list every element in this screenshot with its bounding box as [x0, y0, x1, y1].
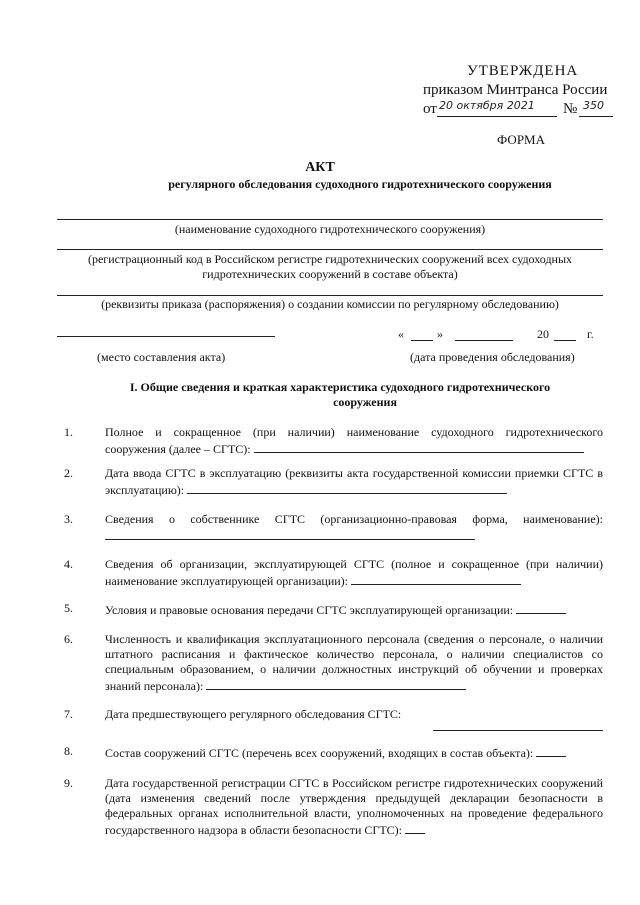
- year-suffix: г.: [587, 327, 594, 341]
- item-number: 9.: [64, 776, 73, 790]
- answer-line: [516, 601, 566, 614]
- place-line: [57, 336, 275, 337]
- item-text: Дата ввода СГТС в эксплуатацию (реквизиты акта государственной комиссии приемки СГТС в эксплуатацию):: [105, 466, 603, 497]
- handwritten-number: 350: [583, 99, 604, 112]
- item7-answer-line: [433, 730, 603, 731]
- approval-date-line: [423, 101, 613, 119]
- answer-line: [206, 677, 466, 690]
- year-prefix: 20: [537, 327, 549, 341]
- name-line: [57, 219, 603, 220]
- answer-line: [405, 821, 425, 834]
- item-text: Численность и квалификация эксплуатационного персонала (сведения о персонале, о наличии штатного расписания и фактическое количество персонала, о наличии специалистов со специальным образованием, о наличии должностных инструкций об обучении и проверках знаний персонала):: [105, 632, 603, 693]
- order-line: [57, 295, 603, 296]
- place-caption: (место составления акта): [97, 350, 226, 364]
- form-label: ФОРМА: [497, 132, 545, 147]
- answer-line: [105, 527, 475, 540]
- act-subtitle: регулярного обследования судоходного гидротехнического сооружения: [168, 177, 552, 191]
- item-number: 4.: [64, 557, 73, 571]
- approval-title: УТВЕРЖДЕНА: [467, 63, 579, 79]
- date-open-quote: «: [398, 327, 404, 341]
- item-number: 6.: [64, 632, 73, 646]
- approval-order: приказом Минтранса России: [423, 82, 608, 98]
- order-caption: (реквизиты приказа (распоряжения) о создании комиссии по регулярному обследованию): [101, 297, 559, 311]
- number-underline: [579, 116, 613, 117]
- registry-caption-1: (регистрационный код в Российском регистре гидротехнических сооружений всех судоходных: [87, 252, 573, 266]
- registry-caption-2: гидротехнических сооружений в составе объекта): [202, 267, 458, 281]
- day-line: [411, 340, 433, 341]
- registry-line: [57, 249, 603, 250]
- handwritten-date: 20 октября 2021: [439, 99, 535, 112]
- year-line: [554, 340, 576, 341]
- item-text: Состав сооружений СГТС (перечень всех сооружений, входящих в состав объекта):: [105, 744, 603, 761]
- item-text: Дата государственной регистрации СГТС в Российском регистре гидротехнических сооружений (дата изменения сведений после утверждения предыдущей декларации безопасности в федеральных органах исполнительной власти, уполномоченных на проведение федерального государственного надзора в области безопасности СГТС):: [105, 776, 603, 837]
- item-number: 5.: [64, 601, 73, 615]
- item-number: 7.: [64, 707, 73, 721]
- date-caption: (дата проведения обследования): [410, 350, 575, 364]
- number-prefix: №: [563, 101, 578, 117]
- item-text: Условия и правовые основания передачи СГТС эксплуатирующей организации:: [105, 601, 603, 618]
- item-text: Полное и сокращенное (при наличии) наименование судоходного гидротехнического сооружения (далее – СГТС):: [105, 425, 603, 456]
- date-underline: [437, 116, 557, 117]
- section1-title-line2: сооружения: [333, 395, 397, 409]
- answer-line: [351, 572, 521, 585]
- item-number: 8.: [64, 744, 73, 758]
- answer-line: [536, 744, 566, 757]
- month-line: [455, 340, 513, 341]
- item-text: Сведения об организации, эксплуатирующей СГТС (полное и сокращенное (при наличии) наименование эксплуатирующей организации):: [105, 557, 603, 588]
- item-number: 2.: [64, 466, 73, 480]
- answer-line: [187, 481, 507, 494]
- section1-title-line1: I. Общие сведения и краткая характеристика судоходного гидротехнического: [129, 380, 551, 394]
- name-caption: (наименование судоходного гидротехнического сооружения): [174, 222, 486, 236]
- from-prefix: от: [423, 101, 437, 117]
- item-text: Сведения о собственнике СГТС (организационно-правовая форма, наименование):: [105, 512, 603, 544]
- item-number: 3.: [64, 512, 73, 526]
- item-number: 1.: [64, 425, 73, 439]
- date-close-quote: »: [437, 327, 443, 341]
- act-title: АКТ: [305, 160, 335, 175]
- answer-line: [254, 440, 584, 453]
- item-text: Дата предшествующего регулярного обследования СГТС:: [105, 707, 402, 721]
